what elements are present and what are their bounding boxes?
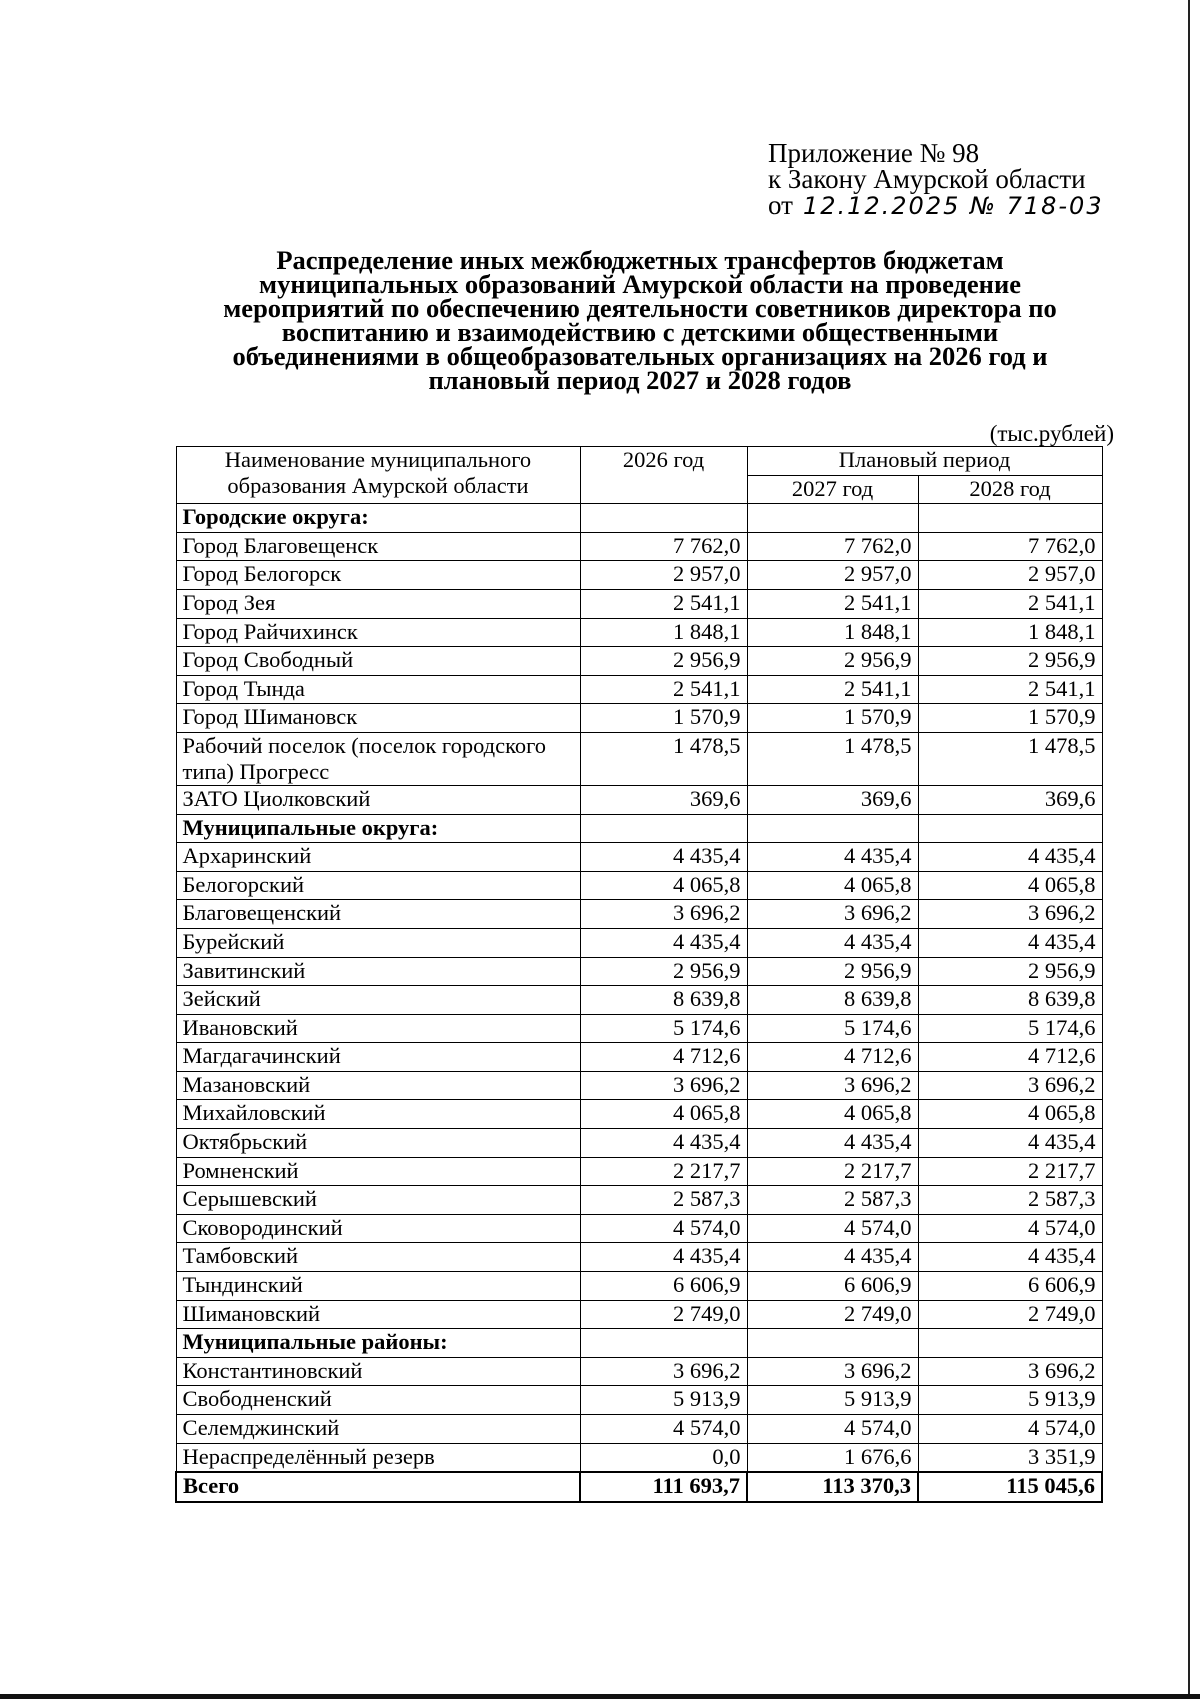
handwritten-date-number: 12.12.2025 № 718-03 <box>802 192 1104 220</box>
value-2028: 2 956,9 <box>918 957 1102 986</box>
table-row <box>176 1014 1102 1043</box>
value-2027: 5 913,9 <box>747 1386 918 1415</box>
value-2026: 2 217,7 <box>580 1157 747 1186</box>
table-row <box>176 732 1102 785</box>
table-row <box>176 1043 1102 1072</box>
value-2028: 2 541,1 <box>918 675 1102 704</box>
title-line: воспитанию и взаимодействию с детскими общественными <box>281 317 999 347</box>
section-row <box>176 814 1102 843</box>
value-2027: 4 435,4 <box>747 843 918 872</box>
table-row <box>176 1214 1102 1243</box>
value-2028: 4 435,4 <box>918 1243 1102 1272</box>
value-2026: 3 696,2 <box>580 1357 747 1386</box>
value-2028: 4 574,0 <box>918 1415 1102 1444</box>
municipality-name: Бурейский <box>176 928 580 957</box>
value-2027: 2 541,1 <box>747 675 918 704</box>
table-row <box>176 675 1102 704</box>
value-2028: 4 435,4 <box>918 1129 1102 1158</box>
title-line: муниципальных образований Амурской области на проведение <box>259 269 1021 299</box>
value-2027: 3 696,2 <box>747 1357 918 1386</box>
table-row <box>176 1357 1102 1386</box>
value-2026: 4 065,8 <box>580 1100 747 1129</box>
municipality-name: Константиновский <box>176 1357 580 1386</box>
value-2027: 8 639,8 <box>747 986 918 1015</box>
table-row <box>176 589 1102 618</box>
value-2026 <box>580 814 747 843</box>
municipality-name: Ивановский <box>176 1014 580 1043</box>
value-2028 <box>918 1329 1102 1358</box>
appendix-date-prefix: от <box>768 190 793 220</box>
municipality-name: Город Свободный <box>176 647 580 676</box>
value-2026: 4 435,4 <box>580 1243 747 1272</box>
value-2028: 115 045,6 <box>918 1472 1102 1502</box>
value-2028: 1 570,9 <box>918 704 1102 733</box>
value-2027: 3 696,2 <box>747 1071 918 1100</box>
value-2026: 3 696,2 <box>580 900 747 929</box>
scan-edge-right <box>1188 0 1190 1699</box>
value-2028: 4 065,8 <box>918 871 1102 900</box>
value-2026: 2 541,1 <box>580 675 747 704</box>
value-2026: 3 696,2 <box>580 1071 747 1100</box>
municipality-name: Город Райчихинск <box>176 618 580 647</box>
municipality-name: Михайловский <box>176 1100 580 1129</box>
municipality-name: Город Шимановск <box>176 704 580 733</box>
municipality-name: ЗАТО Циолковский <box>176 785 580 814</box>
municipality-name: Архаринский <box>176 843 580 872</box>
municipality-name: Мазановский <box>176 1071 580 1100</box>
header-municipality: Наименование муниципального образования Амурской области <box>176 447 580 504</box>
value-2028: 6 606,9 <box>918 1272 1102 1301</box>
municipality-name: Тамбовский <box>176 1243 580 1272</box>
value-2026: 1 848,1 <box>580 618 747 647</box>
value-2026 <box>580 1329 747 1358</box>
municipality-name: Магдагачинский <box>176 1043 580 1072</box>
table-row <box>176 843 1102 872</box>
value-2026: 2 956,9 <box>580 647 747 676</box>
table-row <box>176 1071 1102 1100</box>
value-2028: 4 712,6 <box>918 1043 1102 1072</box>
title-line: объединениями в общеобразовательных организациях на 2026 год и <box>232 341 1048 371</box>
value-2028: 2 956,9 <box>918 647 1102 676</box>
value-2026: 4 435,4 <box>580 843 747 872</box>
value-2027: 4 712,6 <box>747 1043 918 1072</box>
title-line: мероприятий по обеспечению деятельности советников директора по <box>223 293 1057 323</box>
value-2028: 1 848,1 <box>918 618 1102 647</box>
header-2028: 2028 год <box>918 475 1102 504</box>
value-2028: 3 696,2 <box>918 900 1102 929</box>
value-2026: 2 957,0 <box>580 561 747 590</box>
section-row <box>176 504 1102 533</box>
table-row <box>176 1129 1102 1158</box>
municipality-name: Свободненский <box>176 1386 580 1415</box>
table-row <box>176 1386 1102 1415</box>
value-2027 <box>747 1329 918 1358</box>
value-2026: 4 712,6 <box>580 1043 747 1072</box>
value-2027: 2 541,1 <box>747 589 918 618</box>
value-2027: 4 065,8 <box>747 871 918 900</box>
value-2027: 4 574,0 <box>747 1415 918 1444</box>
value-2028: 5 913,9 <box>918 1386 1102 1415</box>
document-title <box>170 245 1110 395</box>
value-2028: 2 217,7 <box>918 1157 1102 1186</box>
value-2027: 113 370,3 <box>747 1472 918 1502</box>
value-2027: 4 435,4 <box>747 1243 918 1272</box>
table-row <box>176 704 1102 733</box>
table-row <box>176 986 1102 1015</box>
value-2028: 2 541,1 <box>918 589 1102 618</box>
value-2028: 2 957,0 <box>918 561 1102 590</box>
municipality-name: Нераспределённый резерв <box>176 1443 580 1472</box>
value-2028: 3 351,9 <box>918 1443 1102 1472</box>
municipality-name: Сковородинский <box>176 1214 580 1243</box>
value-2027: 7 762,0 <box>747 532 918 561</box>
table-row <box>176 532 1102 561</box>
section-row <box>176 1329 1102 1358</box>
value-2027: 1 848,1 <box>747 618 918 647</box>
table-row <box>176 1243 1102 1272</box>
scan-edge-bottom <box>0 1694 1200 1699</box>
table-row <box>176 1186 1102 1215</box>
value-2027: 4 065,8 <box>747 1100 918 1129</box>
value-2026: 8 639,8 <box>580 986 747 1015</box>
appendix-law: к Закону Амурской области <box>768 164 1086 194</box>
header-2026: 2026 год <box>580 447 747 504</box>
municipality-name: Зейский <box>176 986 580 1015</box>
distribution-table <box>175 446 1103 1503</box>
municipality-name: Город Белогорск <box>176 561 580 590</box>
value-2028: 2 749,0 <box>918 1300 1102 1329</box>
header-2027: 2027 год <box>747 475 918 504</box>
appendix-block <box>768 140 1104 219</box>
table-row <box>176 1415 1102 1444</box>
table-row <box>176 900 1102 929</box>
table-row <box>176 561 1102 590</box>
value-2027: 2 957,0 <box>747 561 918 590</box>
municipality-name: Завитинский <box>176 957 580 986</box>
section-name: Муниципальные округа: <box>176 814 580 843</box>
value-2027: 1 570,9 <box>747 704 918 733</box>
value-2026: 2 956,9 <box>580 957 747 986</box>
table-row <box>176 1300 1102 1329</box>
table-row <box>176 957 1102 986</box>
municipality-name: Рабочий поселок (поселок городского типа) Прогресс <box>176 732 580 785</box>
value-2026: 0,0 <box>580 1443 747 1472</box>
header-planned-period: Плановый период <box>747 447 1102 476</box>
units-label: (тыс.рублей) <box>989 421 1114 446</box>
value-2028: 1 478,5 <box>918 732 1102 785</box>
table-row <box>176 1157 1102 1186</box>
value-2026: 6 606,9 <box>580 1272 747 1301</box>
value-2028: 5 174,6 <box>918 1014 1102 1043</box>
table-row <box>176 928 1102 957</box>
section-name: Городские округа: <box>176 504 580 533</box>
value-2027: 5 174,6 <box>747 1014 918 1043</box>
value-2026: 1 570,9 <box>580 704 747 733</box>
value-2028: 3 696,2 <box>918 1357 1102 1386</box>
value-2028 <box>918 504 1102 533</box>
value-2028: 4 435,4 <box>918 928 1102 957</box>
municipality-name: Шимановский <box>176 1300 580 1329</box>
value-2027: 2 956,9 <box>747 957 918 986</box>
value-2026: 4 574,0 <box>580 1214 747 1243</box>
appendix-number: Приложение № 98 <box>768 138 980 168</box>
table-row <box>176 618 1102 647</box>
value-2027: 6 606,9 <box>747 1272 918 1301</box>
title-line: Распределение иных межбюджетных трансфертов бюджетам <box>276 245 1004 275</box>
value-2026 <box>580 504 747 533</box>
value-2026: 1 478,5 <box>580 732 747 785</box>
municipality-name: Белогорский <box>176 871 580 900</box>
total-row <box>176 1472 1102 1502</box>
value-2026: 111 693,7 <box>580 1472 747 1502</box>
value-2028: 2 587,3 <box>918 1186 1102 1215</box>
value-2026: 2 749,0 <box>580 1300 747 1329</box>
municipality-name: Селемджинский <box>176 1415 580 1444</box>
table-row <box>176 871 1102 900</box>
value-2026: 5 174,6 <box>580 1014 747 1043</box>
table-row <box>176 647 1102 676</box>
value-2027 <box>747 814 918 843</box>
value-2028 <box>918 814 1102 843</box>
value-2028: 4 065,8 <box>918 1100 1102 1129</box>
value-2026: 4 435,4 <box>580 928 747 957</box>
value-2028: 7 762,0 <box>918 532 1102 561</box>
value-2028: 8 639,8 <box>918 986 1102 1015</box>
value-2028: 4 574,0 <box>918 1214 1102 1243</box>
value-2026: 5 913,9 <box>580 1386 747 1415</box>
municipality-name: Тындинский <box>176 1272 580 1301</box>
section-name: Муниципальные районы: <box>176 1329 580 1358</box>
value-2026: 4 435,4 <box>580 1129 747 1158</box>
municipality-name: Ромненский <box>176 1157 580 1186</box>
value-2026: 2 541,1 <box>580 589 747 618</box>
value-2027 <box>747 504 918 533</box>
value-2027: 1 478,5 <box>747 732 918 785</box>
value-2028: 369,6 <box>918 785 1102 814</box>
value-2026: 4 065,8 <box>580 871 747 900</box>
municipality-name: Город Зея <box>176 589 580 618</box>
value-2026: 2 587,3 <box>580 1186 747 1215</box>
title-line: плановый период 2027 и 2028 годов <box>428 365 852 395</box>
municipality-name: Благовещенский <box>176 900 580 929</box>
municipality-name: Серышевский <box>176 1186 580 1215</box>
value-2026: 369,6 <box>580 785 747 814</box>
table-row <box>176 1100 1102 1129</box>
value-2027: 2 587,3 <box>747 1186 918 1215</box>
value-2028: 4 435,4 <box>918 843 1102 872</box>
value-2027: 3 696,2 <box>747 900 918 929</box>
value-2027: 4 574,0 <box>747 1214 918 1243</box>
value-2027: 369,6 <box>747 785 918 814</box>
table-row <box>176 785 1102 814</box>
value-2027: 4 435,4 <box>747 1129 918 1158</box>
table-row <box>176 1443 1102 1472</box>
value-2027: 2 956,9 <box>747 647 918 676</box>
table-row <box>176 1272 1102 1301</box>
municipality-name: Всего <box>176 1472 580 1502</box>
value-2027: 2 217,7 <box>747 1157 918 1186</box>
value-2027: 4 435,4 <box>747 928 918 957</box>
value-2027: 1 676,6 <box>747 1443 918 1472</box>
municipality-name: Город Благовещенск <box>176 532 580 561</box>
value-2026: 7 762,0 <box>580 532 747 561</box>
municipality-name: Октябрьский <box>176 1129 580 1158</box>
value-2028: 3 696,2 <box>918 1071 1102 1100</box>
municipality-name: Город Тында <box>176 675 580 704</box>
value-2026: 4 574,0 <box>580 1415 747 1444</box>
appendix-date-line <box>768 192 1104 219</box>
value-2027: 2 749,0 <box>747 1300 918 1329</box>
